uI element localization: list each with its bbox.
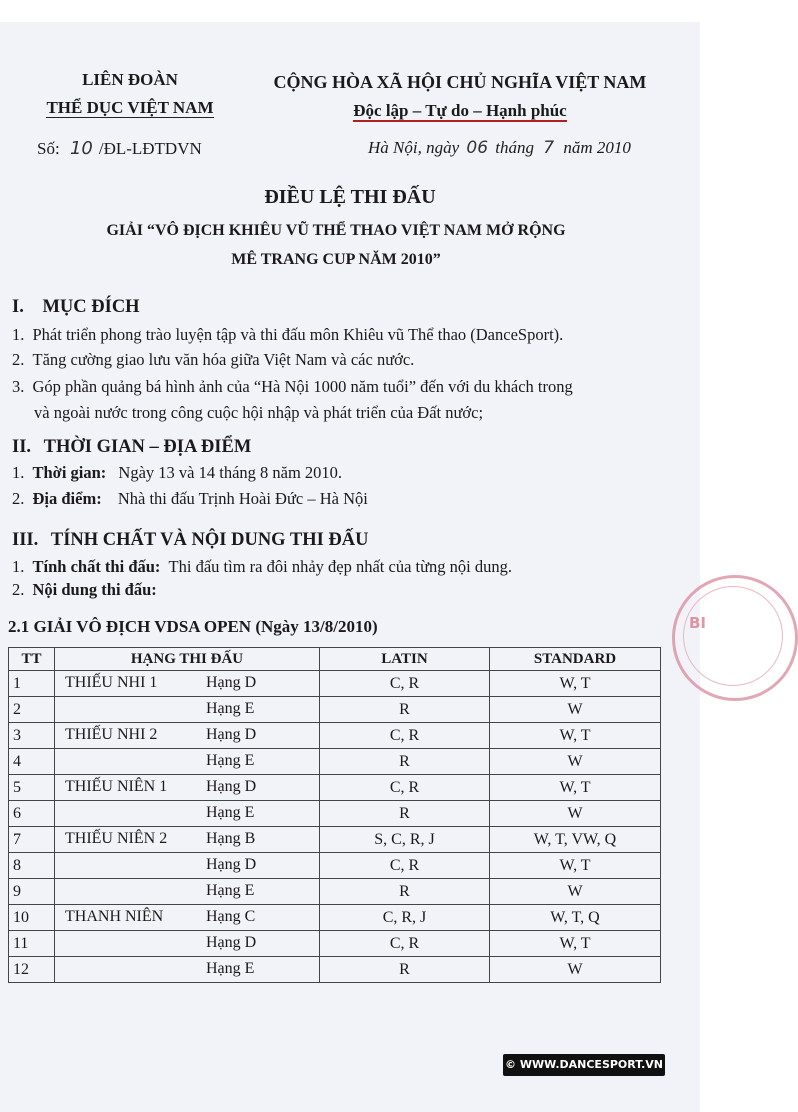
cell-tt: 12 xyxy=(9,957,55,983)
section-1-heading xyxy=(12,297,140,318)
section-1-item-2 xyxy=(12,350,414,370)
doc-no-label: Số: xyxy=(37,139,60,158)
table-row xyxy=(9,827,661,853)
cell-category-level xyxy=(55,853,320,879)
cell-level: Hạng D xyxy=(206,674,257,691)
subtitle-line2: MÊ TRANG CUP NĂM 2010” xyxy=(231,251,441,268)
cell-tt: 8 xyxy=(9,853,55,879)
item-text: Thi đấu tìm ra đôi nhảy đẹp nhất của từng nội dung. xyxy=(168,557,513,576)
section-2-item-1 xyxy=(12,463,342,483)
doc-no-suffix: /ĐL-LĐTDVN xyxy=(98,139,202,158)
item-text: Ngày 13 và 14 tháng 8 năm 2010. xyxy=(118,463,343,482)
place-date-prefix: Hà Nội, ngày xyxy=(368,138,460,157)
cell-level: Hạng B xyxy=(206,830,256,847)
cell-category: THIẾU NHI 2 xyxy=(65,726,158,743)
cell-category-level xyxy=(55,697,320,723)
date-year: năm 2010 xyxy=(563,138,631,157)
cell-latin: C, R xyxy=(320,723,490,749)
cell-level: Hạng E xyxy=(206,882,255,899)
cell-standard: W xyxy=(490,697,661,723)
cell-category-level xyxy=(55,879,320,905)
cell-latin: C, R xyxy=(320,671,490,697)
cell-level: Hạng E xyxy=(206,960,255,977)
subtitle-line1: GIẢI “VÔ ĐỊCH KHIÊU VŨ THỂ THAO VIỆT NAM MỞ RỘNG xyxy=(106,222,566,239)
cell-latin: R xyxy=(320,879,490,905)
cell-latin: C, R xyxy=(320,931,490,957)
cell-tt: 4 xyxy=(9,749,55,775)
cell-standard: W, T xyxy=(490,775,661,801)
section-3-number: III. xyxy=(12,530,39,550)
cell-category-level xyxy=(55,723,320,749)
cell-latin: S, C, R, J xyxy=(320,827,490,853)
section-2-number: II. xyxy=(12,437,32,457)
cell-tt: 2 xyxy=(9,697,55,723)
cell-standard: W, T xyxy=(490,931,661,957)
stamp-inner-ring xyxy=(683,586,783,686)
cell-standard: W xyxy=(490,879,661,905)
cell-latin: R xyxy=(320,697,490,723)
table-row xyxy=(9,905,661,931)
cell-latin: R xyxy=(320,801,490,827)
cell-category-level xyxy=(55,827,320,853)
table-row xyxy=(9,931,661,957)
section-1-item-3-continuation: và ngoài nước trong công cuộc hội nhập và phát triển của Đất nước; xyxy=(34,403,484,422)
document-number xyxy=(37,138,202,159)
cell-standard: W xyxy=(490,801,661,827)
section-2-title: THỜI GIAN – ĐỊA ĐIỂM xyxy=(43,437,252,457)
document-title: ĐIỀU LỆ THI ĐẤU xyxy=(264,186,436,208)
table-row xyxy=(9,879,661,905)
cell-standard: W, T, VW, Q xyxy=(490,827,661,853)
table-row xyxy=(9,749,661,775)
cell-category-level xyxy=(55,671,320,697)
cell-tt: 11 xyxy=(9,931,55,957)
item-number: 2. xyxy=(12,489,25,508)
item-label: Thời gian: xyxy=(32,463,107,482)
date-day-handwritten: 06 xyxy=(466,138,489,158)
table-row xyxy=(9,671,661,697)
cell-standard: W, T xyxy=(490,853,661,879)
cell-standard: W, T xyxy=(490,671,661,697)
header-latin: LATIN xyxy=(320,648,490,671)
header-standard: STANDARD xyxy=(490,648,661,671)
table-row xyxy=(9,697,661,723)
cell-tt: 9 xyxy=(9,879,55,905)
item-text: Tăng cường giao lưu văn hóa giữa Việt Nam và các nước. xyxy=(32,350,415,369)
section-1-item-1 xyxy=(12,325,563,345)
republic-heading: CỘNG HÒA XÃ HỘI CHỦ NGHĨA VIỆT NAM xyxy=(273,72,647,92)
section-1-title: MỤC ĐÍCH xyxy=(42,297,140,317)
header-tt: TT xyxy=(9,648,55,671)
motto-text: Độc lập – Tự do – Hạnh phúc xyxy=(353,101,567,120)
cell-tt: 10 xyxy=(9,905,55,931)
item-text: Nhà thi đấu Trịnh Hoài Đức – Hà Nội xyxy=(117,489,368,508)
table-header-row xyxy=(9,648,661,671)
item-number: 2. xyxy=(12,580,25,599)
subsection-heading: 2.1 GIẢI VÔ ĐỊCH VDSA OPEN (Ngày 13/8/2010) xyxy=(8,617,378,636)
cell-level: Hạng E xyxy=(206,700,255,717)
cell-level: Hạng D xyxy=(206,856,257,873)
item-label: Tính chất thi đấu: xyxy=(32,557,161,576)
table-body xyxy=(9,671,661,983)
cell-latin: C, R xyxy=(320,853,490,879)
org-name-line2-text: THỂ DỤC VIỆT NAM xyxy=(46,98,214,117)
cell-level: Hạng D xyxy=(206,778,257,795)
cell-category-level xyxy=(55,775,320,801)
cell-tt: 1 xyxy=(9,671,55,697)
cell-tt: 3 xyxy=(9,723,55,749)
cell-category: THIẾU NIÊN 1 xyxy=(65,778,168,795)
section-3-item-1 xyxy=(12,557,512,577)
item-text: Góp phần quảng bá hình ảnh của “Hà Nội 1000 năm tuổi” đến với du khách trong xyxy=(32,377,573,396)
cell-standard: W, T xyxy=(490,723,661,749)
cell-tt: 6 xyxy=(9,801,55,827)
cell-standard: W xyxy=(490,957,661,983)
cell-level: Hạng D xyxy=(206,934,257,951)
website-watermark: © WWW.DANCESPORT.VN xyxy=(503,1054,665,1076)
section-3-title: TÍNH CHẤT VÀ NỘI DUNG THI ĐẤU xyxy=(50,530,369,550)
table-row xyxy=(9,801,661,827)
competition-table xyxy=(8,647,661,983)
section-1-item-3 xyxy=(12,377,573,397)
item-number: 1. xyxy=(12,557,25,576)
cell-latin: R xyxy=(320,957,490,983)
table-row xyxy=(9,853,661,879)
motto xyxy=(240,101,680,121)
item-number: 1. xyxy=(12,325,25,344)
cell-latin: R xyxy=(320,749,490,775)
section-2-item-2 xyxy=(12,489,368,509)
item-number: 3. xyxy=(12,377,25,396)
cell-category: THANH NIÊN xyxy=(65,908,164,925)
cell-level: Hạng E xyxy=(206,752,255,769)
item-label: Địa điểm: xyxy=(32,489,102,508)
cell-category: THIẾU NIÊN 2 xyxy=(65,830,168,847)
cell-level: Hạng D xyxy=(206,726,257,743)
item-text: Phát triển phong trào luyện tập và thi đấu môn Khiêu vũ Thể thao (DanceSport). xyxy=(32,325,564,344)
table-row xyxy=(9,723,661,749)
place-date xyxy=(368,138,631,158)
cell-category-level xyxy=(55,749,320,775)
cell-tt: 7 xyxy=(9,827,55,853)
section-1-number: I. xyxy=(12,297,24,317)
item-number: 1. xyxy=(12,463,25,482)
doc-no-handwritten: 10 xyxy=(69,138,93,159)
cell-category-level xyxy=(55,801,320,827)
item-number: 2. xyxy=(12,350,25,369)
org-name-line2 xyxy=(20,98,240,118)
cell-latin: C, R, J xyxy=(320,905,490,931)
section-3-item-2 xyxy=(12,580,157,600)
section-3-heading xyxy=(12,530,369,551)
cell-standard: W xyxy=(490,749,661,775)
cell-standard: W, T, Q xyxy=(490,905,661,931)
date-month-handwritten: 7 xyxy=(543,138,555,158)
official-stamp xyxy=(672,575,798,701)
org-name-line1: LIÊN ĐOÀN xyxy=(82,70,178,89)
cell-tt: 5 xyxy=(9,775,55,801)
stamp-text: BI xyxy=(689,614,707,632)
item-label: Nội dung thi đấu: xyxy=(32,580,157,599)
header-category: HẠNG THI ĐẤU xyxy=(55,648,320,671)
cell-level: Hạng C xyxy=(206,908,256,925)
cell-level: Hạng E xyxy=(206,804,255,821)
table-row xyxy=(9,775,661,801)
table-row xyxy=(9,957,661,983)
cell-category: THIẾU NHI 1 xyxy=(65,674,158,691)
section-2-heading xyxy=(12,437,251,458)
cell-category-level xyxy=(55,905,320,931)
cell-category-level xyxy=(55,931,320,957)
cell-category-level xyxy=(55,957,320,983)
date-month-label: tháng xyxy=(495,138,535,157)
cell-latin: C, R xyxy=(320,775,490,801)
